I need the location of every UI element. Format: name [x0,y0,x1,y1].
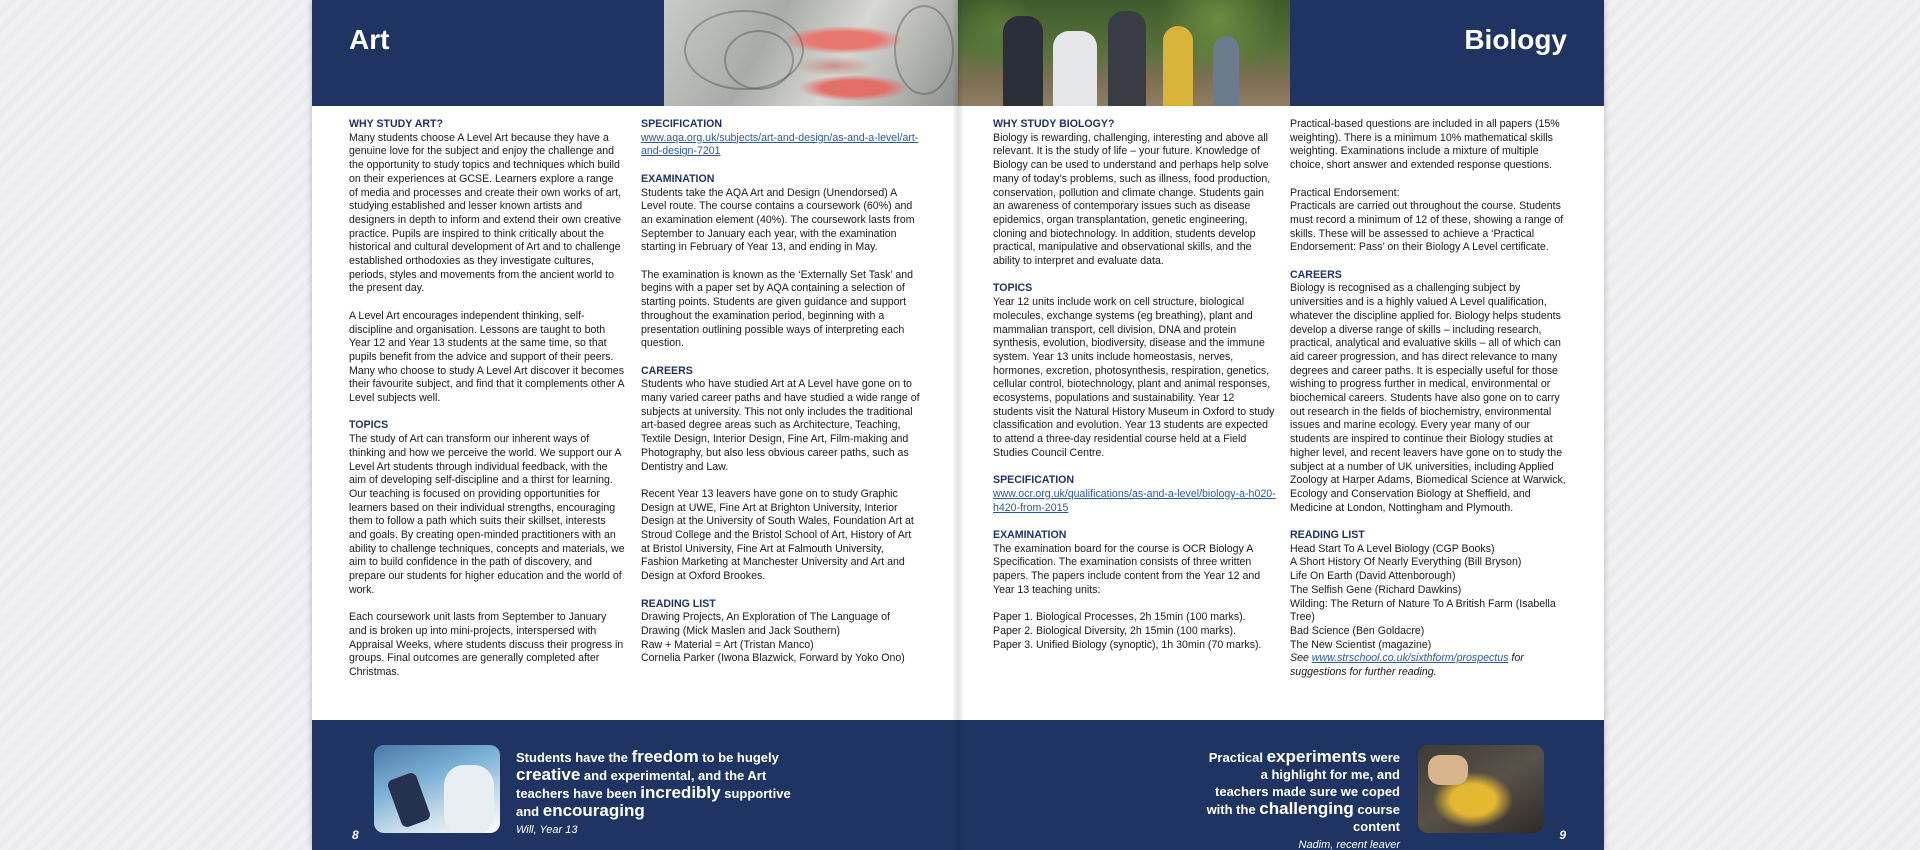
list-item: Raw + Material = Art (Tristan Manco) [641,638,814,651]
art-column-1 [349,118,625,693]
biology-student-quote: Practical experiments were a highlight for me, and teachers made sure we coped with the challenging course content Nadim, recent leaver [1204,748,1400,850]
art-column-2 [641,118,921,666]
art-exam-paragraph-1: Students take the AQA Art and Design (Unendorsed) A Level route. The course contains a coursework (60%) and an examination element (40%). The coursework lasts from September to January each year, with the examination starting in February of Year 13, and ending in May. [641,186,915,254]
prospectus-link[interactable]: www.strschool.co.uk/sixthform/prospectus [1311,652,1509,665]
list-item: Paper 1. Biological Processes, 2h 15min (100 marks). [993,611,1246,624]
art-reading-heading: READING LIST [641,597,716,610]
art-topics-paragraph-1: The study of Art can transform our inherent ways of thinking and how we perceive the world. We support our A Level Art students through individual feedback, with the aim of developing self-discipline and a thirst for learning. Our teaching is focused on providing opportunities for learners based on their individual strengths, encouraging them to follow a path which suits their skillset, interests and goals. By creating open-minded practitioners with an ability to challenge techniques, concepts and materials, we aim to build confidence in the path of discovery, and prepare our students for higher education and the world of work. [349,433,625,596]
biology-topics-paragraph: Year 12 units include work on cell structure, biological molecules, exchange systems (eg breathing), plant and mammalian transport, cell division, DNA and protein synthesis, evolution, biodiversity, disease and the immune system. Year 13 units include homeostasis, nerves, hormones, excretion, photosynthesis, respiration, genetics, cellular control, biotechnology, plant and animal responses, ecosystems, populations and sustainability. Year 12 students visit the Natural History Museum in Oxford to study classification and evolution. Year 13 students are expected to attend a three-day residential course held at a Field Studies Council Centre. [993,296,1275,459]
biology-page [958,0,1604,850]
art-topics-paragraph-2: Each coursework unit lasts from September to January and is broken up into mini-projects, interspersed with Appraisal Weeks, where students discuss their progress in groups. Final outcomes are generally completed after Christmas. [349,611,624,679]
list-item: Paper 2. Biological Diversity, 2h 15min (100 marks). [993,624,1236,637]
art-spec-link[interactable]: www.aqa.org.uk/subjects/art-and-design/as-and-a-level/art-and-design-7201 [641,131,919,158]
art-student-quote: Students have the freedom to be hugely creative and experimental, and the Art teachers have been incredibly supportive and encouraging Will, Year 13 [516,748,796,839]
biology-reading-list [1290,543,1572,653]
art-quote-photo [374,745,500,833]
biology-quote-attribution: Nadim, recent leaver [1298,839,1400,850]
page-number-right: 9 [1559,828,1566,842]
biology-why-heading: WHY STUDY BIOLOGY? [993,118,1115,130]
list-item: Life On Earth (David Attenborough) [1290,570,1456,583]
art-why-paragraph-1: Many students choose A Level Art because they have a genuine love for the subject and enjoy the challenge and the opportunity to study topics and techniques which build on their experiences at GCSE. Learners explore a range of media and processes and create their own works of art, studying established and lesser known artists and designers in depth to inform and extend their own creative practice. Pupils are inspired to think critically about the historical and cultural development of Art and to challenge established orthodoxies as they investigate cultures, periods, styles and movements from the ancient world to the present day. [349,131,622,295]
biology-endorsement-label: Practical Endorsement: [1290,186,1400,199]
art-quote-attribution: Will, Year 13 [516,824,578,836]
biology-careers-paragraph: Biology is recognised as a challenging subject by universities and is a highly valued A Level qualification, whatever the discipline applied for. Biology helps students develop a diverse range of skills – including research, practical, analytical and evaluative skills – all of which can aid career progression, and has direct relevance to many degrees and career paths. It is especially useful for those wishing to progress further in medical, environmental or biochemical careers. Students have also gone on to carry out research in the fields of biochemistry, environmental issues and marine ecology. Every year many of our students are inspired to continue their Biology studies at higher level, and recent leavers have gone on to study the subject at a number of UK universities, including Applied Zoology at Harper Adams, Biomedical Science at Warwick, Ecology and Conservation Biology at Sheffield, and Medicine at London, Nottingham and Plymouth. [1290,282,1566,514]
biology-header-photo [958,0,1290,106]
art-page-title: Art [349,24,390,55]
art-header-photo [664,0,958,106]
art-exam-heading: EXAMINATION [641,172,715,185]
biology-see-more: See www.strschool.co.uk/sixthform/prospectus for suggestions for further reading. [1290,652,1524,679]
list-item: Cornelia Parker (Iwona Blazwick, Forward by Yoko Ono) [641,652,905,665]
art-page [312,0,958,850]
biology-column-2 [1290,118,1572,680]
biology-papers-list [993,611,1276,652]
list-item: Drawing Projects, An Exploration of The Language of Drawing (Mick Maslen and Jack Southern) [641,611,890,637]
brochure-spread [312,0,1604,850]
list-item: Head Start To A Level Biology (CGP Books) [1290,542,1495,555]
biology-practical-paragraph: Practical-based questions are included in all papers (15% weighting). There is a minimum 10% mathematical skills weighting. Examinations include a mixture of multiple choice, short answer and extended response questions. [1290,118,1560,172]
page-number-left: 8 [352,828,359,842]
biology-spec-link[interactable]: www.ocr.org.uk/qualifications/as-and-a-level/biology-a-h020-h420-from-2015 [993,487,1276,514]
art-spec-heading: SPECIFICATION [641,118,723,130]
art-careers-heading: CAREERS [641,364,693,377]
list-item: Bad Science (Ben Goldacre) [1290,624,1425,637]
biology-exam-paragraph: The examination board for the course is OCR Biology A Specification. The examination consists of three written papers. The papers include content from the Year 12 and Year 13 teaching units: [993,542,1261,596]
art-topics-heading: TOPICS [349,419,389,432]
art-reading-list [641,611,921,666]
biology-quote-photo [1418,745,1544,833]
list-item: The New Scientist (magazine) [1290,638,1432,651]
biology-endorsement-paragraph: Practicals are carried out throughout the course. Students must record a minimum of 12 of these, showing a range of skills. These will be assessed to achieve a ‘Practical Endorsement: Pass’ on their Biology A Level certificate. [1290,200,1564,254]
list-item: The Selfish Gene (Richard Dawkins) [1290,583,1462,596]
biology-exam-heading: EXAMINATION [993,529,1067,542]
biology-why-paragraph: Biology is rewarding, challenging, interesting and above all relevant. It is the study of life – your future. Knowledge of Biology can be used to understand and perhaps help solve many of today’s problems, such as illness, food production, conservation, pollution and climate change. Students gain an awareness of contemporary issues such as disease epidemics, organ transplantation, genetic engineering, cloning and biotechnology. In addition, students develop practical, manipulative and observational skills, and the ability to interpret and evaluate data. [993,131,1271,268]
biology-reading-heading: READING LIST [1290,529,1365,542]
list-item: Wilding: The Return of Nature To A British Farm (Isabella Tree) [1290,597,1556,624]
biology-topics-heading: TOPICS [993,282,1033,295]
biology-spec-heading: SPECIFICATION [993,474,1075,487]
biology-page-title: Biology [1464,24,1567,55]
biology-column-1 [993,118,1276,652]
art-careers-paragraph-1: Students who have studied Art at A Level have gone on to many varied career paths and have studied a wide range of subjects at university. This not only includes the traditional art-based degree areas such as Architecture, Teaching, Textile Design, Interior Design, Fine Art, Film-making and Photography, but also less obvious career paths, such as Dentistry and Law. [641,378,920,473]
art-why-paragraph-2: A Level Art encourages independent thinking, self-discipline and organisation. Lessons are taught to both Year 12 and Year 13 students at the same time, so that pupils benefit from the advice and support of their peers. Many who choose to study A Level Art discover it becomes their favourite subject, and find that it complements other A Level subjects well. [349,309,625,405]
art-careers-paragraph-2: Recent Year 13 leavers have gone on to study Graphic Design at UWE, Fine Art at Brighton University, Interior Design at the University of South Wales, Foundation Art at Stroud College and the Bristol School of Art, History of Art at Bristol University, Fine Art at Falmouth University, Fashion Marketing at Manchester University and Art and Design at Oxford Brookes. [641,487,914,583]
art-why-heading: WHY STUDY ART? [349,118,443,130]
list-item: A Short History Of Nearly Everything (Bill Bryson) [1290,556,1522,569]
biology-careers-heading: CAREERS [1290,268,1342,281]
list-item: Paper 3. Unified Biology (synoptic), 1h 30min (70 marks). [993,638,1262,651]
spine-shadow [952,0,964,850]
art-exam-paragraph-2: The examination is known as the ‘Externally Set Task’ and begins with a paper set by AQA containing a selection of starting points. Students are given guidance and support throughout the examination period, beginning with a presentation outlining possible ways of interpreting each question. [641,268,914,350]
